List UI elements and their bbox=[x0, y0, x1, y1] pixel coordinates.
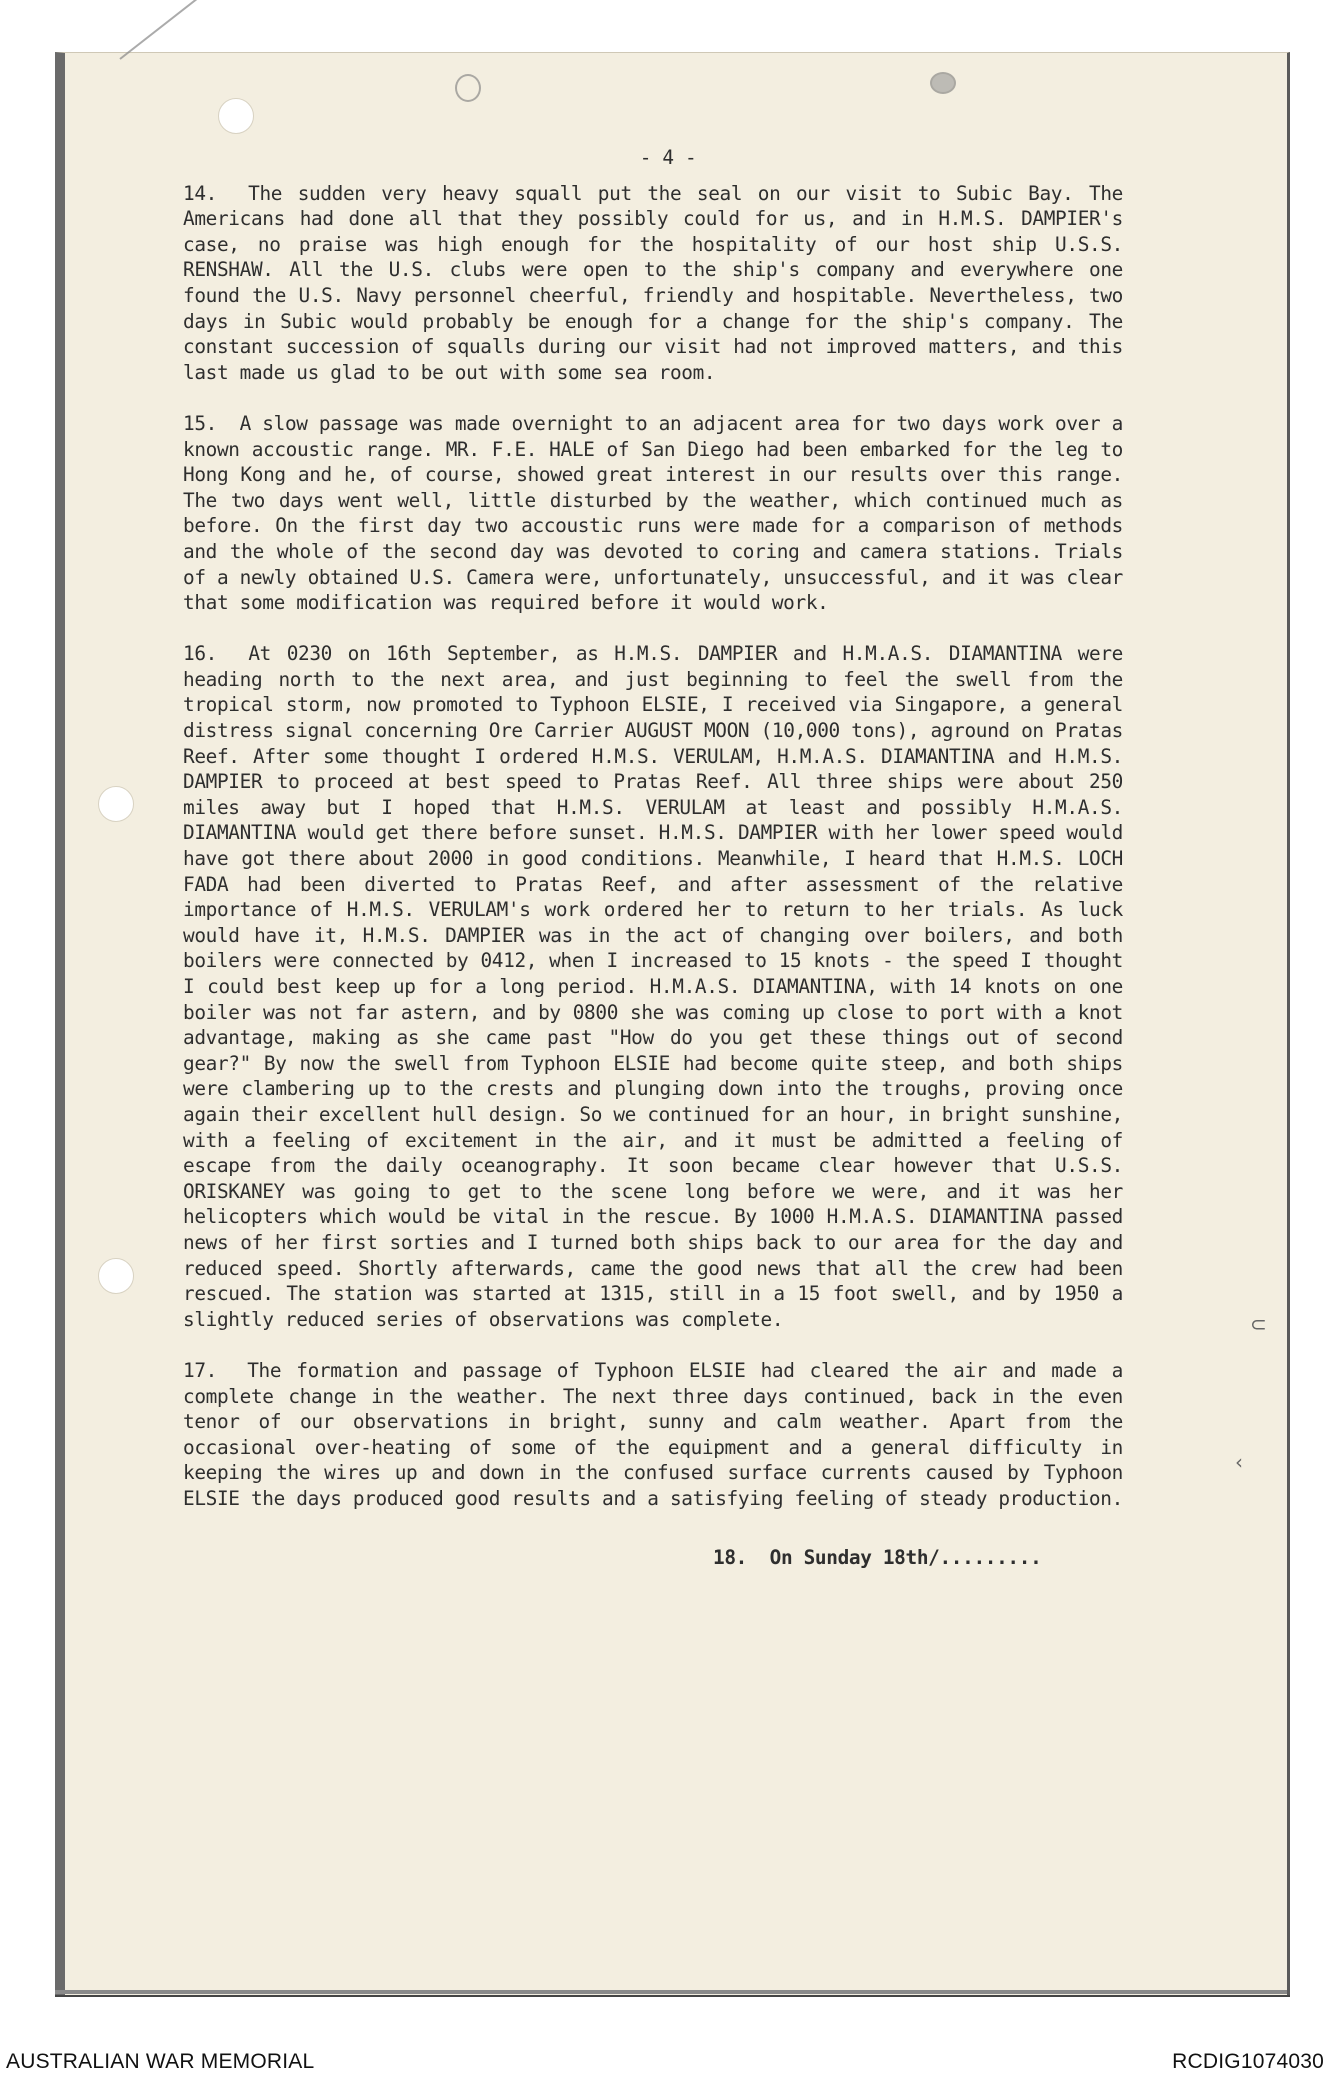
footer-record-id: RCDIG1074030 bbox=[1172, 2050, 1324, 2073]
paragraph-number: 15. bbox=[183, 411, 217, 435]
margin-mark-lower: ‹ bbox=[1235, 1450, 1243, 1474]
paragraph-text: A slow passage was made overnight to an adjacent area for two days work over a known accoustic range. MR. F.E. HALE of San Diego had been embarked for the leg to Hong Kong and he, of course, showed great interest in our results over this range. The two days went well, little disturbed by the weather, which continued much as before. On the first day two accoustic runs were made for a comparison of methods and the whole of the second day was devoted to coring and camera stations. Trials of a newly obtained U.S. Camera were, unfortunately, unsuccessful, and it was clear that some modification was required before it would work. bbox=[183, 411, 1123, 615]
paragraph-17 bbox=[183, 1358, 1123, 1512]
paragraph-text: The formation and passage of Typhoon ELSIE had cleared the air and made a complete change in the weather. The next three days continued, back in the even tenor of our observations in bright, sunny and calm weather. Apart from the occasional over-heating of some of the equipment and a general difficulty in keeping the wires up and down in the confused surface currents caused by Typhoon ELSIE the days produced good results and a satisfying feeling of steady production. bbox=[183, 1358, 1123, 1510]
punch-hole-middle bbox=[98, 786, 134, 822]
paragraph-number: 17. bbox=[183, 1358, 217, 1382]
staple-mark-right bbox=[930, 72, 956, 94]
staple-mark-left bbox=[455, 74, 481, 102]
corner-fold-mark bbox=[119, 0, 286, 60]
page-number: - 4 - bbox=[639, 146, 697, 169]
margin-mark-upper: ⊂ bbox=[1250, 1312, 1267, 1336]
typed-document bbox=[183, 145, 1123, 1571]
page-bottom-edge bbox=[55, 1990, 1287, 1994]
punch-hole-bottom bbox=[98, 1258, 134, 1294]
paragraph-number: 16. bbox=[183, 642, 217, 666]
paragraph-16 bbox=[183, 641, 1123, 1332]
continuation-line: 18. On Sunday 18th/......... bbox=[713, 1546, 1042, 1570]
paragraph-number: 14. bbox=[183, 181, 217, 205]
footer-archive-name: AUSTRALIAN WAR MEMORIAL bbox=[6, 2050, 315, 2073]
paragraph-14 bbox=[183, 181, 1123, 386]
paragraph-15 bbox=[183, 411, 1123, 616]
paragraph-text: At 0230 on 16th September, as H.M.S. DAMPIER and H.M.A.S. DIAMANTINA were heading north to the next area, and just beginning to feel the swell from the tropical storm, now promoted to Typhoon ELSIE, I received via Singapore, a general distress signal concerning Ore Carrier AUGUST MOON (10,000 tons), aground on Pratas Reef. After some thought I ordered H.M.S. VERULAM, H.M.A.S. DIAMANTINA and H.M.S. DAMPIER to proceed at best speed to Pratas Reef. All three ships were about 250 miles away but I hoped that H.M.S. VERULAM at least and possibly H.M.A.S. DIAMANTINA would get there before sunset. H.M.S. DAMPIER with her lower speed would have got there about 2000 in good conditions. Meanwhile, I heard that H.M.S. LOCH FADA had been diverted to Pratas Reef, and after assessment of the relative importance of H.M.S. VERULAM's work ordered her to return to her trials. As luck would have it, H.M.S. DAMPIER was in the act of changing over boilers, and both boilers were connected by 0412, when I increased to 15 knots - the speed I thought I could best keep up for a long period. H.M.A.S. DIAMANTINA, with 14 knots on one boiler was not far astern, and by 0800 she was coming up close to port with a knot advantage, making as she came past "How do you get these things out of second gear?" By now the swell from Typhoon ELSIE had become quite steep, and both ships were clambering up to the crests and plunging down into the troughs, proving once again their excellent hull design. So we continued for an hour, in bright sunshine, with a feeling of excitement in the air, and it must be admitted a feeling of escape from the daily oceanography. It soon became clear however that U.S.S. ORISKANEY was going to get to the scene long before we were, and it was her helicopters which would be vital in the rescue. By 1000 H.M.A.S. DIAMANTINA passed news of her first sorties and I turned both ships back to our area for the day and reduced speed. Shortly afterwards, came the good news that all the crew had been rescued. The station was started at 1315, still in a 15 foot swell, and by 1950 a slightly reduced series of observations was complete. bbox=[183, 642, 1123, 1331]
punch-hole-top bbox=[218, 98, 254, 134]
paragraph-text: The sudden very heavy squall put the seal on our visit to Subic Bay. The Americans had done all that they possibly could for us, and in H.M.S. DAMPIER's case, no praise was high enough for the hospitality of our host ship U.S.S. RENSHAW. All the U.S. clubs were open to the ship's company and everywhere one found the U.S. Navy personnel cheerful, friendly and hospitable. Nevertheless, two days in Subic would probably be enough for a change for the ship's company. The constant succession of squalls during our visit had not improved matters, and this last made us glad to be out with some sea room. bbox=[183, 181, 1123, 384]
